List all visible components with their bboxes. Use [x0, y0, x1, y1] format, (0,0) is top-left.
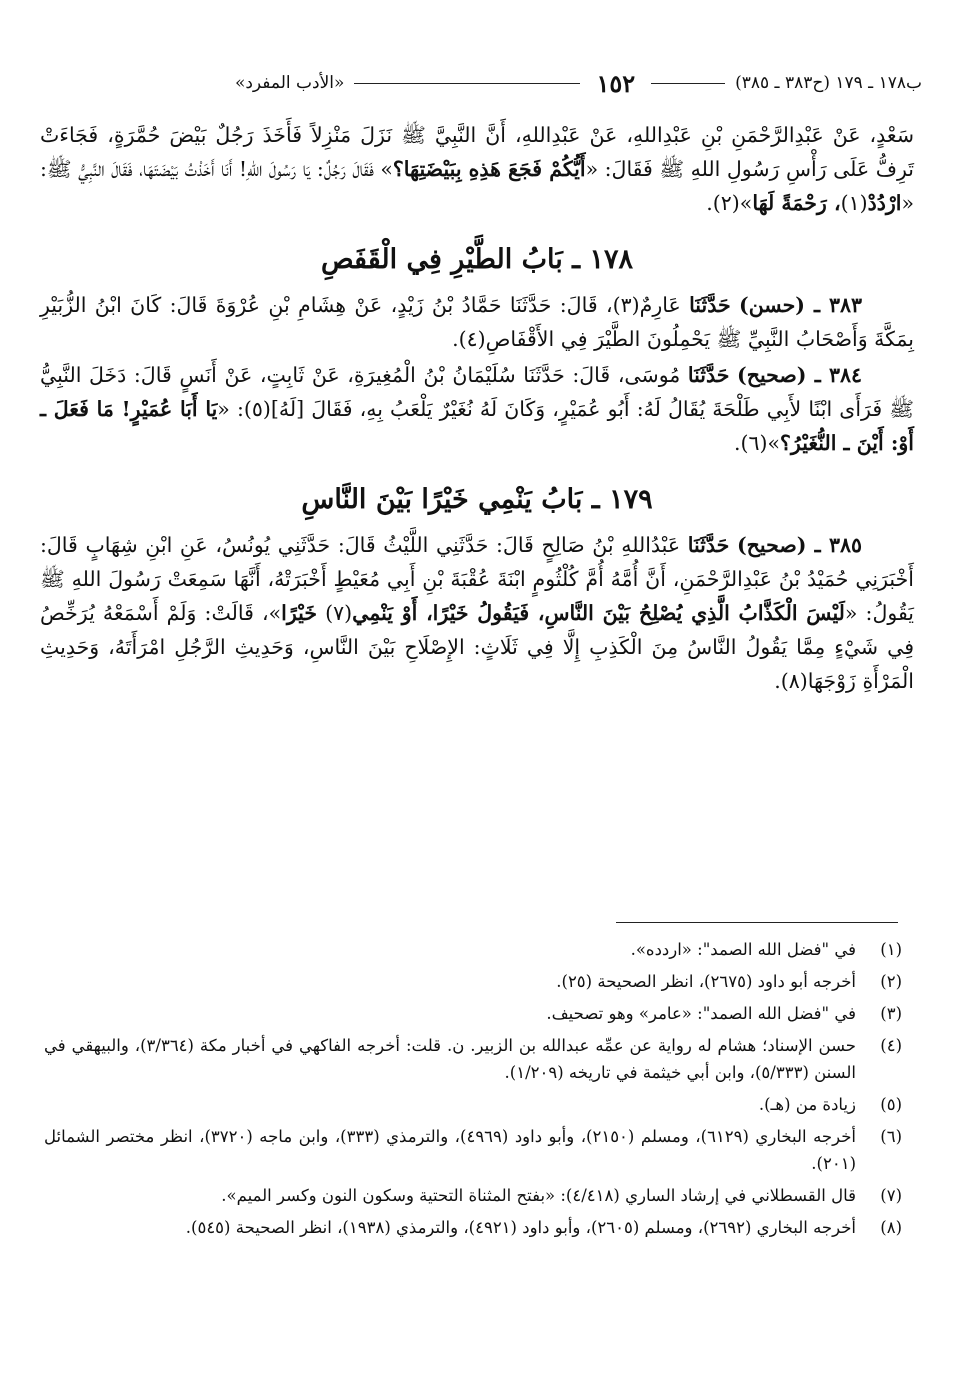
hadith-end: »(٦).: [733, 431, 781, 455]
footnote: [44, 968, 902, 995]
main-text: [40, 118, 914, 698]
intro-mid: » فَقَالَ رَجُلٌ: يَا رَسُولَ اللهِ! أَنَا أَخَذْتُ بَيْضَتَهَا، فَقَالَ النَّبِيُّ ﷺ: «: [39, 157, 914, 215]
footnote-text: حسن الإسناد؛ هشام له رواية عن عمِّه عبدالله بن الزبير. ن. قلت: أخرجه الفاكهي في أخبار مكة (٣/٣٦٤)، والبيهقي في السنن (٥/٣٣٣)، وابن أبي خيثمة في تاريخه (١/٢٠٩).: [44, 1036, 856, 1082]
hadith-text-end: »، قَالَتْ: وَلَمْ أَسْمَعْهُ يُرَخِّصُ فِي شَيْءٍ مِمَّا يَقُولُ النَّاسُ مِنَ الْكَذِبِ إِلَّا فِي ثَلَاثٍ: الإِصْلَاحِ بَيْنَ النَّاسِ، وَحَدِيثِ الرَّجُلِ امْرَأَتَهُ، وَحَدِيثِ الْمَرْأَةِ زَوْجَهَا(٨).: [40, 601, 914, 693]
footnote-number: (٧): [880, 1186, 902, 1205]
chapters-reference: ب١٧٨ ـ ١٧٩ (ح٣٨٣ ـ ٣٨٥): [735, 73, 922, 93]
hadith-number: ٣٨٥ ـ (صحيح): [736, 533, 862, 557]
footnote-ref: (١): [840, 191, 868, 215]
intro-quote-2: ارْدُدْ: [867, 191, 902, 215]
footnote-text: أخرجه البخاري (٦١٢٩)، ومسلم (٢١٥٠)، وأبو داود (٤٩٦٩)، والترمذي (٣٣٣)، وابن ماجه (٣٧٢٠)، انظر مختصر الشمائل (٢٠١).: [44, 1127, 856, 1173]
hadith-385: [40, 528, 914, 698]
footnote: [44, 936, 902, 963]
footnote-text: زيادة من (هـ).: [758, 1095, 856, 1114]
haddathana: حَدَّثَنَا: [689, 293, 731, 317]
intro-quote-1: أَيُّكُمْ فَجَعَ هَذِهِ بِبَيْضَتِهَا؟: [392, 157, 586, 181]
footnotes: [44, 936, 902, 1246]
haddathana: حَدَّثَنَا: [687, 363, 730, 387]
footnote-number: (٤): [880, 1036, 902, 1055]
hadith-number: ٣٨٣ ـ (حسن): [739, 293, 862, 317]
footnote: [44, 1182, 902, 1209]
footnote-number: (٢): [880, 972, 902, 991]
haddathana: حَدَّثَنَا: [687, 533, 730, 557]
intro-text: سَعْدٍ، عَنْ عَبْدِالرَّحْمَنِ بْنِ عَبْدِاللهِ، عَنْ عَبْدِاللهِ، أَنَّ النَّبِيَّ ﷺ نَزَلَ مَنْزِلاً فَأَخَذَ رَجُلٌ بَيْضَ حُمَّرَةٍ، فَجَاءَتْ تَرِفُّ عَلَى رَأْسِ رَسُولِ اللهِ ﷺ فَقَالَ: «: [40, 123, 914, 181]
footnote-text: قال القسطلاني في إرشاد الساري (٤/٤١٨): «بفتح المثناة التحتية وسكون النون وكسر الميم».: [221, 1186, 856, 1205]
intro-paragraph: [40, 118, 914, 220]
hadith-text: عَبْدُاللهِ بْنُ صَالِحٍ قَالَ: حَدَّثَنِي اللَّيْثُ قَالَ: حَدَّثَنِي يُونُسُ، عَنِ ابْنِ شِهَابٍ قَالَ: أَخْبَرَنِي حُمَيْدُ بْنُ عَبْدِالرَّحْمَنِ، أَنَّ أُمَّهُ أُمَّ كُلْثُومٍ ابْنَةَ عُقْبَةَ بْنِ أَبِي مُعَيْطٍ أَخْبَرَتْهُ، أَنَّهَا سَمِعَتْ رَسُولَ اللهِ ﷺ يَقُولُ: «: [40, 533, 915, 625]
intro-end: »(٢).: [706, 191, 753, 215]
header-rule-right: [651, 83, 725, 84]
footnote-separator: [616, 922, 898, 923]
page-number: ١٥٢: [596, 68, 636, 98]
header-rule-left: [354, 83, 580, 84]
footnote-text: في "فضل الله الصمد": «اردده».: [630, 940, 856, 959]
intro-quote-3: ، رَحْمَةً لَهَا: [752, 191, 841, 215]
footnote-text: في "فضل الله الصمد": «عامر» وهو تصحيف.: [546, 1004, 856, 1023]
hadith-number: ٣٨٤ ـ (صحيح): [737, 363, 862, 387]
hadith-383: [40, 288, 914, 356]
footnote-number: (١): [880, 940, 902, 959]
chapter-179-title: ١٧٩ ـ بَابُ يَنْمِي خَيْرًا بَيْنَ النَّاسِ: [301, 484, 653, 515]
footnote-ref: (٧): [325, 601, 353, 625]
hadith-quote: يَا أَبَا عُمَيْرٍ! مَا فَعَلَ ـ أَوْ: أَيْنَ ـ النُّغَيْرُ؟: [40, 397, 914, 455]
hadith-quote-2: خَيْرًا: [281, 601, 318, 625]
book-title: «الأدب المفرد»: [234, 73, 345, 93]
running-header: [34, 66, 922, 100]
hadith-quote-1: لَيْسَ الْكَذَّابُ الَّذِي يُصْلِحُ بَيْنَ النَّاسِ، فَيَقُولُ خَيْرًا، أَوْ يَنْمِي: [352, 601, 845, 625]
footnote-number: (٥): [880, 1095, 902, 1114]
footnote-number: (٣): [880, 1004, 902, 1023]
footnote-number: (٨): [880, 1218, 902, 1237]
hadith-text: مُوسَى، قَالَ: حَدَّثَنَا سُلَيْمَانُ بْنُ الْمُغِيرَةِ، عَنْ ثَابِتٍ، عَنْ أَنَسٍ قَالَ: دَخَلَ النَّبِيُّ ﷺ فَرَأَى ابْنًا لأَبِي طَلْحَةَ يُقَالُ لَهُ: أَبُو عُمَيْرٍ، وَكَانَ لَهُ نُغَيْرٌ يَلْعَبُ بِهِ، فَقَالَ [لَهُ](٥): «: [40, 363, 914, 421]
footnote: [44, 1000, 902, 1027]
footnote: [44, 1214, 902, 1241]
chapter-178-title: ١٧٨ ـ بَابُ الطَّيْرِ فِي الْقَفَصِ: [320, 244, 634, 275]
footnote: [44, 1091, 902, 1118]
footnote: [44, 1123, 902, 1177]
footnote-text: أخرجه أبو داود (٢٦٧٥)، انظر الصحيحة (٢٥).: [556, 972, 856, 991]
hadith-384: [40, 358, 914, 460]
footnote-text: أخرجه البخاري (٢٦٩٢)، ومسلم (٢٦٠٥)، وأبو داود (٤٩٢١)، والترمذي (١٩٣٨)، انظر الصحيحة (٥٤٥).: [185, 1218, 856, 1237]
footnote-number: (٦): [880, 1127, 902, 1146]
hadith-text: عَارِمٌ(٣)، قَالَ: حَدَّثَنَا حَمَّادُ بْنُ زَيْدٍ، عَنْ هِشَامِ بْنِ عُرْوَةَ قَالَ: كَانَ ابْنُ الزُّبَيْرِ بِمَكَّةَ وَأَصْحَابُ النَّبِيِّ ﷺ يَحْمِلُونَ الطَّيْرَ فِي الأَقْفَاصِ(٤).: [40, 293, 914, 351]
footnote: [44, 1032, 902, 1086]
